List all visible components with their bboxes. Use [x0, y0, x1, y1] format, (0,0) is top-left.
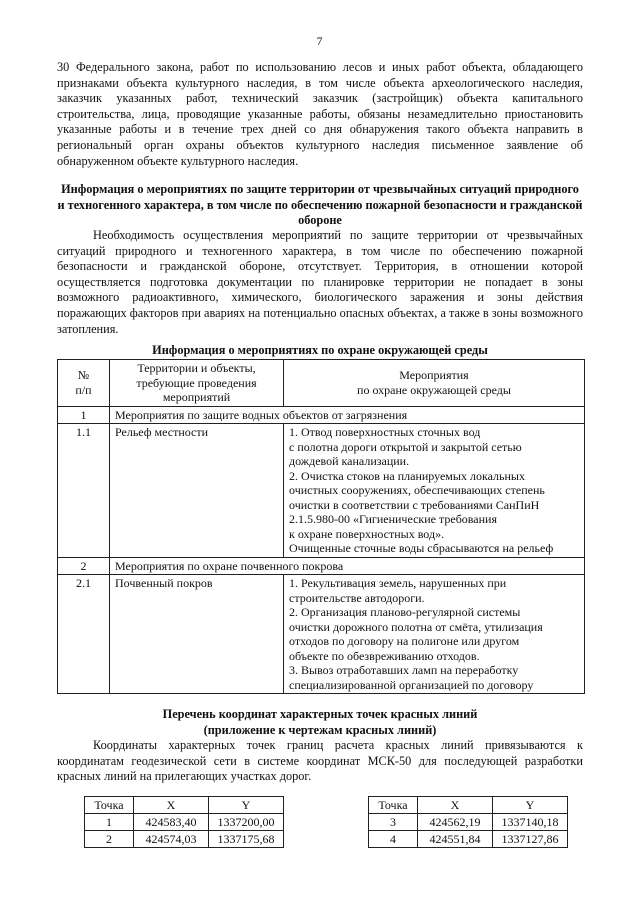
row1-line: очистки в соответствии с требованиями СанПиН: [289, 497, 540, 512]
coord-x: 424562,19: [418, 814, 493, 831]
environment-measures-table: [57, 359, 585, 694]
table-row: [85, 831, 284, 848]
row2-num: 2.1: [58, 575, 110, 694]
header-measures-line1: Мероприятия: [399, 368, 469, 383]
row1-line: 2. Очистка стоков на планируемых локальных: [289, 468, 525, 483]
group2-num: 2: [58, 557, 110, 575]
col-y: Y: [493, 797, 568, 814]
page-number: 7: [316, 36, 323, 48]
table-row: [369, 831, 568, 848]
coords-header-row: [85, 797, 284, 814]
point-id: 1: [85, 814, 134, 831]
group2-title: Мероприятия по охране почвенного покрова: [110, 557, 585, 575]
row2-measures: [284, 575, 585, 694]
group1-num: 1: [58, 406, 110, 424]
table-row-group-1: [58, 406, 585, 424]
point-id: 3: [369, 814, 418, 831]
table-header-row: [58, 360, 585, 407]
row2-line: объекте по обезвреживанию отходов.: [289, 648, 480, 663]
row1-territory: Рельеф местности: [110, 424, 284, 558]
row2-line: специализированной организацией по договору: [289, 677, 534, 692]
header-num: [58, 360, 110, 407]
coord-y: 1337175,68: [209, 831, 284, 848]
point-id: 4: [369, 831, 418, 848]
header-num-line1: №: [77, 368, 90, 383]
emergency-section-title: Информация о мероприятиях по защите территории от чрезвычайных ситуаций природного и техногенного характера, в том числе по обеспечению пожарной безопасности и гражданской обороне: [57, 182, 583, 228]
table-row-1-1: [58, 424, 585, 558]
row2-line: отходов по договору на полигоне или другом: [289, 634, 520, 648]
row2-line: строительстве автодороги.: [289, 590, 425, 605]
table-row: [85, 814, 284, 831]
table-row-group-2: [58, 557, 585, 575]
row1-line: очистных сооружениях, обеспечивающих степень: [289, 483, 545, 497]
coordinates-title-line2: (приложение к чертежам красных линий): [203, 722, 437, 737]
header-num-line2: п/п: [75, 382, 92, 397]
col-point: Точка: [369, 797, 418, 814]
col-x: X: [418, 797, 493, 814]
header-territory: Территории и объекты, требующие проведения мероприятий: [110, 360, 284, 407]
emergency-section-text: Необходимость осуществления мероприятий по защите территории от чрезвычайных ситуаций природного и техногенного характера, в том числе по обеспечению пожарной безопасности и гражданской обороне, отсутствует. Территория, в отношении которой осуществляется подготовка документации по планировке территории не попадает в зоны возможного радиоактивного, химического, биологического заражения и зоны действия поражающих факторов при авариях на потенциально опасных объектах, а также в зоны возможного затопления.: [57, 228, 583, 336]
top-paragraph: 30 Федерального закона, работ по использованию лесов и иных работ объекта, обладающего признаками объекта культурного наследия, в том числе объекта археологического наследия, заказчик указанных работ, технический заказчик (застройщик) объекта капитального строительства, лица, проводящие указанные работы, обязаны незамедлительно приостановить указанные работы и в течение трех дней со дня обнаружения такого объекта направить в региональный орган охраны объектов культурного наследия письменное заявление об обнаруженном объекте культурного наследия.: [57, 60, 583, 168]
col-point: Точка: [85, 797, 134, 814]
header-measures-line2: по охране окружающей среды: [357, 382, 511, 397]
coordinates-section-title: [57, 707, 583, 738]
row1-line: дождевой канализации.: [289, 454, 410, 468]
row1-measures: [284, 424, 585, 558]
row1-line: с полотна дороги открытой и закрытой сетью: [289, 439, 522, 454]
coordinates-title-line1: Перечень координат характерных точек красных линий: [162, 707, 478, 721]
coord-x: 424551,84: [418, 831, 493, 848]
point-id: 2: [85, 831, 134, 848]
row2-line: 1. Рекультивация земель, нарушенных при: [289, 576, 507, 590]
row1-line: Очищенные сточные воды сбрасываются на рельеф: [289, 541, 554, 555]
coordinates-table-right: [368, 796, 568, 848]
coord-x: 424583,40: [134, 814, 209, 831]
col-x: X: [134, 797, 209, 814]
row2-territory: Почвенный покров: [110, 575, 284, 694]
environment-section-title: Информация о мероприятиях по охране окружающей среды: [152, 343, 488, 357]
table-row-2-1: [58, 575, 585, 694]
coordinates-table-left: [84, 796, 284, 848]
coord-x: 424574,03: [134, 831, 209, 848]
table-row: [369, 814, 568, 831]
row2-line: 3. Вывоз отработавших ламп на переработку: [289, 663, 519, 677]
row1-line: 2.1.5.980-00 «Гигиенические требования: [289, 512, 497, 526]
coordinates-section-text: Координаты характерных точек границ расчета красных линий привязываются к координатам геодезической сети в системе координат МСК-50 для последующей разработки красных линий на прилегающих участках дорог.: [57, 738, 583, 784]
coord-y: 1337200,00: [209, 814, 284, 831]
group1-title: Мероприятия по защите водных объектов от загрязнения: [110, 406, 585, 424]
coords-header-row: [369, 797, 568, 814]
row2-line: очистки дорожного полотна от смёта, утилизация: [289, 619, 543, 634]
row2-line: 2. Организация планово-регулярной системы: [289, 605, 521, 619]
header-measures: [284, 360, 585, 407]
row1-line: 1. Отвод поверхностных сточных вод: [289, 425, 481, 439]
col-y: Y: [209, 797, 284, 814]
coord-y: 1337127,86: [493, 831, 568, 848]
row1-line: к охране поверхностных вод».: [289, 526, 445, 541]
coord-y: 1337140,18: [493, 814, 568, 831]
row1-num: 1.1: [58, 424, 110, 558]
